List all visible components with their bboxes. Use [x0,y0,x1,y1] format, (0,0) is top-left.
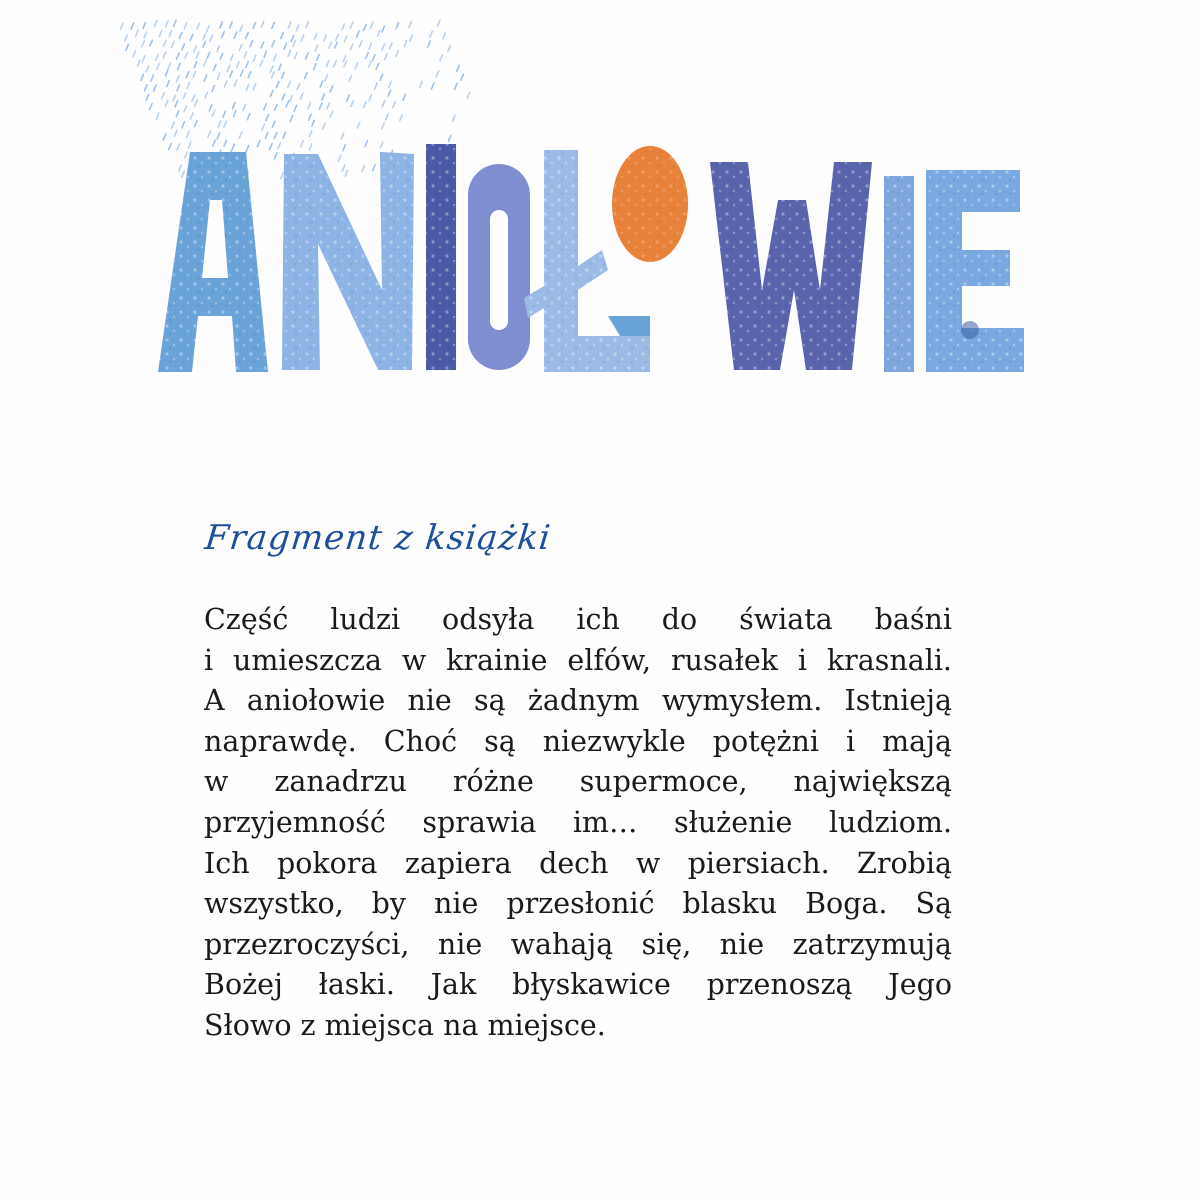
dash-mark [382,44,385,50]
dash-mark [157,63,160,69]
dash-mark [288,22,291,28]
dash-mark [246,33,249,39]
dash-mark [241,70,244,76]
dash-mark [176,76,179,82]
dash-mark [150,40,153,46]
dash-mark [369,61,372,67]
dash-mark [165,100,168,106]
dash-mark [205,92,208,98]
dash-mark [448,45,451,51]
excerpt-paragraph [204,600,952,1047]
orange-dot-accent [612,146,688,262]
letter-e [926,170,1024,372]
dash-mark [355,63,358,69]
dash-mark [167,81,170,87]
dash-mark [209,105,212,111]
dash-mark [375,83,378,89]
paragraph-line: A aniołowie nie są żadnym wymysłem. Istnieją [204,684,952,718]
dash-mark [159,31,162,37]
dash-mark [420,81,423,87]
dash-mark [253,55,256,61]
dash-mark [382,123,385,129]
dash-mark [131,23,134,29]
dash-mark [315,45,318,51]
dash-mark [185,52,188,58]
dash-mark [156,113,159,119]
dash-mark [247,114,250,120]
dash-mark [390,43,393,49]
dash-mark [260,60,263,66]
dash-mark [203,41,206,47]
dash-mark [164,40,167,46]
dash-mark [224,81,227,87]
dash-mark [204,60,207,66]
dash-mark [329,42,332,48]
dash-mark [357,31,360,37]
dash-mark [309,131,312,137]
dash-mark [184,23,187,29]
paragraph-line: i umieszcza w krainie elfów, rusałek i krasnali. [204,643,952,677]
dash-mark [291,35,294,41]
dash-mark [165,70,168,76]
dash-mark [150,103,153,109]
dash-mark [282,94,285,100]
dash-mark [373,55,376,61]
dash-mark [146,66,149,72]
dash-mark [217,133,220,139]
dash-mark [176,111,179,117]
dash-mark [382,101,385,107]
dash-mark [234,32,237,38]
dash-mark [272,41,275,47]
letter-o [468,164,530,370]
dash-mark [224,121,227,127]
dash-mark [380,74,383,80]
dash-mark [195,100,198,106]
dash-mark [404,41,407,47]
dash-mark [208,131,211,137]
dash-mark [142,41,145,47]
dash-mark [172,41,175,47]
dash-mark [212,110,215,116]
dash-mark [126,44,129,50]
dash-mark [243,105,246,111]
dash-mark [266,115,269,121]
dash-mark [369,95,372,101]
letter-w [710,162,872,370]
dash-mark [220,22,223,28]
dash-mark [207,52,210,58]
dash-mark [154,85,157,91]
dash-mark [196,52,199,58]
dash-mark [286,101,289,107]
dash-mark [207,26,210,32]
dash-mark [290,95,293,101]
dash-mark [187,83,190,89]
dash-mark [197,23,200,29]
dash-mark [133,50,136,56]
dash-mark [168,63,171,69]
dash-mark [175,101,178,107]
dash-mark [230,22,233,28]
dash-mark [261,21,264,27]
dash-mark [312,120,315,126]
dash-mark [300,93,303,99]
dash-mark [436,71,439,77]
dash-mark [194,121,197,127]
dash-mark [203,34,206,40]
dash-mark [142,56,145,62]
dash-mark [296,25,299,31]
dash-mark [184,106,187,112]
dash-mark [162,93,165,99]
dash-mark [176,53,179,59]
dash-mark [137,60,140,66]
dash-mark [393,102,396,108]
dash-mark [182,44,185,50]
dash-mark [314,33,317,39]
dash-mark [246,85,249,91]
dash-mark [141,75,144,81]
dash-mark [388,90,391,96]
dash-mark [281,32,284,38]
dash-mark [156,54,159,60]
dash-mark [146,94,149,100]
dash-mark [214,65,217,71]
dash-mark [324,35,327,41]
dash-mark [177,85,180,91]
dash-mark [342,24,345,30]
dash-mark [262,124,265,130]
dash-mark [172,122,175,128]
dash-mark [349,76,352,82]
dash-mark [193,71,196,77]
dash-mark [452,115,455,121]
dash-mark [186,72,189,78]
dash-mark [183,93,186,99]
dash-mark [382,26,385,32]
dash-mark [334,61,337,67]
dash-mark [135,30,138,36]
dash-mark [239,45,242,51]
dash-mark [178,63,181,69]
dash-mark [325,75,328,81]
dash-mark [218,121,221,127]
dash-mark [308,102,311,108]
dash-mark [279,64,282,70]
dash-mark [336,34,339,40]
dash-mark [234,80,237,86]
dash-mark [343,56,346,62]
dash-mark [163,52,166,58]
dash-mark [347,95,350,101]
dash-mark [443,33,446,39]
dash-mark [290,116,293,122]
dash-mark [274,54,277,60]
dash-mark [461,74,464,80]
dash-mark [409,22,412,28]
dash-mark [220,53,223,59]
dash-mark [154,20,157,26]
dash-mark [253,22,256,28]
dash-mark [366,52,369,58]
dash-mark [272,72,275,78]
dash-mark [389,81,392,87]
dash-mark [403,94,406,100]
dash-mark [173,95,176,101]
dash-mark [282,72,285,78]
dash-mark [187,132,190,138]
paragraph-line: wszystko, by nie przesłonić blasku Boga. Są [204,887,952,921]
dash-mark [217,46,220,52]
dash-mark [270,66,273,72]
dash-mark [357,122,360,128]
dash-mark [330,111,333,117]
dash-mark [151,75,154,81]
dash-mark [350,22,353,28]
dash-mark [274,132,277,138]
dash-mark [326,61,329,67]
dash-mark [264,51,267,57]
dash-mark [246,61,249,67]
letter-n [282,152,414,370]
dash-mark [272,121,275,127]
dash-mark [400,115,403,121]
dash-mark [240,25,243,31]
dash-mark [284,43,287,49]
dash-mark [306,21,309,27]
dash-mark [294,105,297,111]
dash-mark [237,62,240,68]
dash-mark [467,92,470,98]
dash-mark [371,22,374,28]
dash-mark [438,20,441,26]
dash-mark [233,111,236,117]
dash-mark [190,113,193,119]
dash-mark [295,53,298,59]
dash-mark [344,61,347,67]
dash-mark [190,34,193,40]
dash-mark [440,55,443,61]
dash-mark [378,30,381,36]
dash-mark [320,81,323,87]
dash-mark [231,54,234,60]
dash-mark [369,43,372,49]
paragraph-line: Słowo z miejsca na miejsce. [204,1008,606,1042]
dash-mark [293,41,296,47]
letter-i-second [884,176,914,372]
dash-mark [330,86,333,92]
dash-mark [297,84,300,90]
dash-mark [248,72,251,78]
dash-mark [182,122,185,128]
dash-mark [364,102,367,108]
title-lettering [150,140,1030,380]
dash-mark [227,65,230,71]
dash-mark [376,64,379,70]
dash-mark [396,51,399,57]
dash-mark [323,123,326,129]
dash-mark [454,84,457,90]
dash-mark [306,53,309,59]
dash-mark [283,132,286,138]
dash-mark [244,52,247,58]
dash-mark [272,22,275,28]
dash-mark [335,42,338,48]
dash-mark [239,132,242,138]
dash-mark [223,111,226,117]
dash-mark [314,64,317,70]
paragraph-line: Ich pokora zapiera dech w piersiach. Zrobią [204,846,952,880]
dash-mark [431,83,434,89]
paragraph-line: przezroczyści, nie wahają się, nie zatrzymują [204,927,952,961]
dash-mark [276,81,279,87]
dash-mark [120,23,123,29]
dash-mark [428,41,431,47]
dash-mark [230,71,233,77]
dash-mark [305,72,308,78]
dash-mark [430,31,433,37]
dash-mark [253,84,256,90]
paragraph-line: naprawdę. Choć są niezwykle potężni i mają [204,724,952,758]
letter-a [158,152,268,372]
dash-mark [288,50,291,56]
dash-mark [232,103,235,109]
dash-mark [145,85,148,91]
dash-mark [217,73,220,79]
dash-mark [265,132,268,138]
dash-mark [194,62,197,68]
dash-mark [174,20,177,26]
dash-mark [264,104,267,110]
dash-mark [350,44,353,50]
dash-mark [212,86,215,92]
dash-mark [317,55,320,61]
dash-mark [344,36,347,42]
dash-mark [270,90,273,96]
dash-mark [250,41,253,47]
dash-mark [125,35,128,41]
letter-i [426,144,456,370]
dash-mark [319,103,322,109]
dash-mark [192,95,195,101]
dash-mark [457,65,460,71]
dash-mark [301,35,304,41]
dash-mark [204,75,207,81]
dash-mark [364,24,367,30]
dash-mark [351,100,354,106]
paragraph-line: Bożej łaski. Jak błyskawice przenoszą Jego [204,968,952,1002]
dash-mark [144,32,147,38]
dash-mark [359,41,362,47]
dash-mark [143,22,146,28]
dash-mark [222,32,225,38]
dash-mark [309,114,312,120]
dash-mark [341,133,344,139]
dash-mark [169,31,172,37]
dash-mark [327,103,330,109]
dash-mark [386,114,389,120]
dash-mark [174,130,177,136]
dash-mark [261,42,264,48]
dash-mark [385,54,388,60]
dash-mark [194,46,197,52]
paragraph-line: Część ludzi odsyła ich do świata baśni [204,603,952,636]
paragraph-line: przyjemność sprawia im… służenie ludziom. [204,805,952,839]
dash-mark [410,35,413,41]
dash-mark [288,81,291,87]
paragraph-line: w zanadrzu różne supermoce, największą [204,765,952,799]
dash-mark [166,21,169,27]
dash-mark [322,94,325,100]
dash-mark [396,23,399,29]
subtitle-handwritten: Fragment z książki [202,518,554,558]
dash-mark [274,104,277,110]
dash-mark [210,35,213,41]
dash-mark [179,32,182,38]
